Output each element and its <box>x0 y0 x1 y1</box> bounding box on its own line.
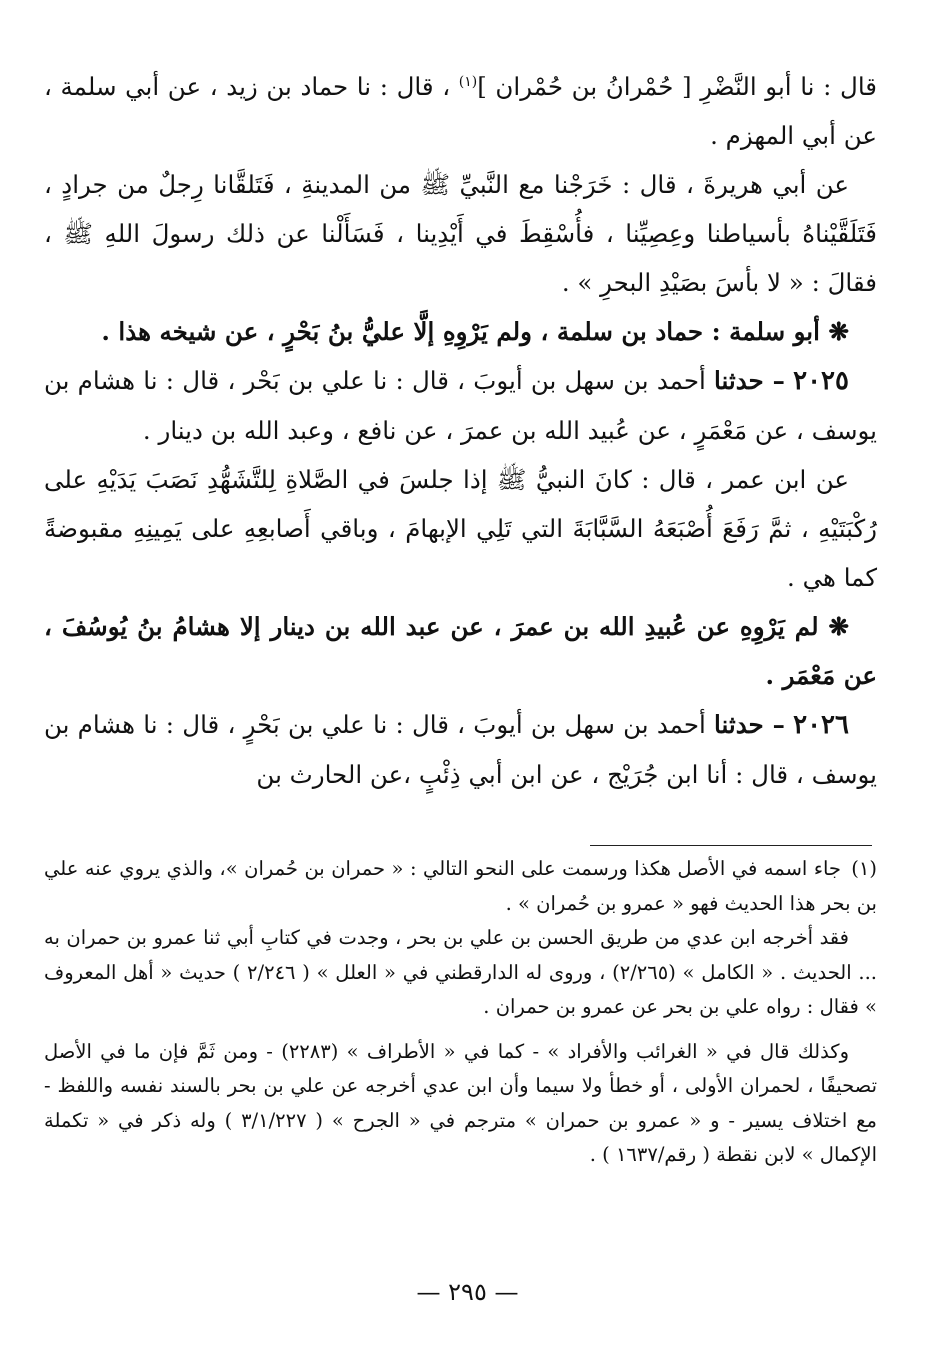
isnad-text-2026: أحمد بن سهل بن أيوبَ ، قال : نا علي بن بَحْرٍ ، قال : نا هشام بن يوسف ، قال : أنا ابن جُرَيْج ، عن ابن أبي ذِئْبٍ ،عن الحارث بن <box>44 710 877 789</box>
commentary-2: ❋ لم يَرْوِهِ عن عُبيدِ الله بن عمرَ ، عن عبد الله بن دينار إلا هشامُ بنُ يُوسُفَ ، عن مَعْمَر . <box>44 612 877 690</box>
chain-text: قال : نا أبو النَّضْرِ [ حُمْرانُ بن حُمْران ] <box>477 72 877 101</box>
commentary-1: ❋ أبو سلمة : حماد بن سلمة ، ولم يَرْوِهِ إلَّا عليُّ بنُ بَحْرٍ ، عن شيخه هذا . <box>101 317 849 346</box>
hadith-number-2026: ٢٠٢٦ <box>793 710 849 740</box>
footnote-marker: (١) <box>458 73 478 90</box>
narration-label-2026: – حدثنا <box>714 710 785 739</box>
footnotes <box>44 852 877 1173</box>
footnote-1c: وكذلك قال في « الغرائب والأفراد » - كما في « الأطراف » (٢٢٨٣) - ومن ثَمَّ فإن ما في الأصل تصحيفًا ، لحمران الأولى ، أو خطأ ولا سيما وأن ابن عدي أخرجه عن علي بن بحر بالسند نفسه واللفظ - مع اختلاف يسير - و « عمرو بن حمران » مترجم في « الجرح » ( ٣/١/٢٢٧ ) وله ذكر في « تكملة الإكمال » لابن نقطة ( رقم/١٦٣٧ ) . <box>44 1039 877 1166</box>
hadith-number: ٢٠٢٥ <box>793 366 849 396</box>
page-number: — ٢٩٥ — <box>416 1278 519 1306</box>
footnote-text-a: جاء اسمه في الأصل هكذا ورسمت على النحو التالي : « حمران بن حُمران »، والذي يروي عنه علي بن بحر هذا الحديث فهو « عمرو بن حُمران » . <box>44 857 877 915</box>
hadith-2025-header <box>44 356 877 455</box>
isnad-text: أحمد بن سهل بن أيوبَ ، قال : نا علي بن بَحْر ، قال : نا هشام بن يوسف ، عن مَعْمَرٍ ، عن عُبيد الله بن عمرَ ، عن نافع ، وعبد الله بن دينار . <box>44 366 877 445</box>
main-text <box>44 62 877 799</box>
hadith-text: عن أبي هريرةَ ، قال : خَرَجْنا مع النَّبيِّ ﷺ من المدينةِ ، فَتَلقَّانا رِجلٌ من جرادٍ ، فَتَلَقَّيْناهُ بأسياطنا وعِصِيِّنا ، فأُسْقِطَ في أَيْدِينا ، فَسَأَلْنا عن ذلك رسولَ اللهِ ﷺ ، فقالَ : « لا بأسَ بصَيْدِ البحرِ » . <box>44 170 877 297</box>
footnote-1a <box>44 852 877 921</box>
footnote-1b: فقد أخرجه ابن عدي من طريق الحسن بن علي بن بحر ، وجدت في كتابِ أبي ثنا عمرو بن حمران به ... الحديث . « الكامل » (٢/٢٦٥) ، وروى له الدارقطني في « العلل » ( ٢/٢٤٦ ) حديث « أهل المعروف » فقال : رواه علي بن بحر عن عمرو بن حمران . <box>44 926 877 1018</box>
hadith-2026-header <box>44 700 877 799</box>
footnote-number: (١) <box>851 857 877 880</box>
chain-paragraph <box>44 62 877 160</box>
narration-label: – حدثنا <box>714 366 785 395</box>
hadith-text-2: عن ابن عمر ، قال : كانَ النبيُّ ﷺ إذا جلسَ في الصَّلاةِ لِلتَّشَهُّدِ نَصَبَ يَدَيْهِ على رُكْبَتَيْهِ ، ثمَّ رَفَعَ أُصْبَعَهُ السَّبَّابَةَ التي تَلِي الإبهامَ ، وباقي أَصابعِهِ على يَمِينِهِ مقبوضةً كما هي . <box>44 465 877 592</box>
chain-text-tail: ، قال : نا حماد بن زيد ، عن أبي سلمة ، عن أبي المهزم . <box>44 72 877 150</box>
footnote-divider <box>590 845 872 846</box>
